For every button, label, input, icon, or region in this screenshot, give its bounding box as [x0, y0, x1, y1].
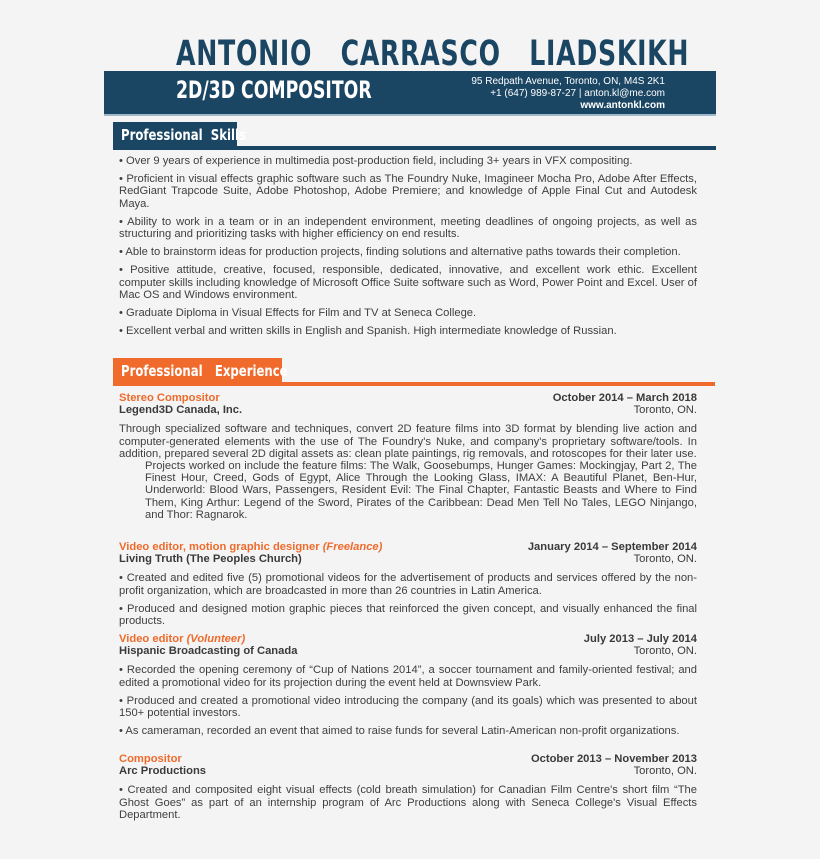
- job-description: Through specialized software and techniques, convert 2D feature films into 3D format by blending live action and computer-generated elements with the use of The Foundry's Nuke, and company's proprietary software/tools. In addition, prepared several 2D digital assets as: clean plate paintings, rig removals, and rotoscopes for their later use.: [119, 423, 697, 460]
- skill-item: • Graduate Diploma in Visual Effects for Film and TV at Seneca College.: [119, 307, 477, 320]
- job-bullet: • Recorded the opening ceremony of “Cup of Nations 2014”, a soccer tournament and family-oriented festival; and edited a promotional video for its projection during the event held at Downsview Park.: [119, 664, 697, 689]
- skill-item: • Excellent verbal and written skills in English and Spanish. High intermediate knowledge of Russian.: [119, 325, 617, 338]
- job-dates: July 2013 – July 2014: [583, 633, 697, 645]
- job-title: Video editor (Volunteer): [119, 633, 246, 645]
- job-company: Legend3D Canada, Inc.: [119, 404, 243, 417]
- header-band: [104, 71, 716, 116]
- job-entry: [119, 633, 697, 743]
- job-title: Stereo Compositor: [119, 392, 220, 404]
- job-title: Compositor: [119, 753, 182, 765]
- website-link[interactable]: www.antonkl.com: [580, 100, 665, 111]
- section-tab: Professional Skills: [113, 122, 237, 149]
- job-bullet: • Produced and designed motion graphic pieces that reinforced the given concept, and visually enhanced the final products.: [119, 602, 697, 628]
- skills-list: [119, 155, 697, 343]
- job-dates: October 2014 – March 2018: [552, 392, 697, 404]
- job-company: Hispanic Broadcasting of Canada: [119, 645, 298, 658]
- job-role-title: 2D/3D COMPOSITOR: [176, 76, 372, 104]
- job-location: Toronto, ON.: [633, 553, 697, 566]
- contact-block: [471, 76, 665, 112]
- job-entry: [119, 392, 697, 527]
- phone-email: +1 (647) 989-87-27 | anton.kl@me.com: [490, 88, 665, 99]
- skill-item: • Ability to work in a team or in an independent environment, meeting deadlines of ongoing projects, as well as structuring and prioritizing tasks with higher efficiency on end results.: [119, 215, 697, 241]
- skill-item: • Over 9 years of experience in multimedia post-production field, including 3+ years in VFX compositing.: [119, 155, 633, 167]
- job-bullet: • Produced and created a promotional video introducing the company (and its goals) which was presented to about 150+ potential investors.: [119, 694, 697, 720]
- job-company: Living Truth (The Peoples Church): [119, 553, 302, 566]
- job-dates: January 2014 – September 2014: [527, 541, 697, 553]
- job-entry: [119, 541, 697, 633]
- skill-item: • Proficient in visual effects graphic software such as The Foundry Nuke, Imagineer Mocha Pro, Adobe After Effects, RedGiant Trapcode Suite, Adobe Photoshop, Adobe Premiere; and knowledge of Apple Final Cut and Autodesk Maya.: [119, 173, 697, 210]
- job-location: Toronto, ON.: [633, 404, 697, 417]
- candidate-name: ANTONIO CARRASCO LIADSKIKH: [176, 34, 690, 74]
- job-location: Toronto, ON.: [633, 765, 697, 778]
- job-bullet: • Created and edited five (5) promotional videos for the advertisement of products and services offered by the non-profit organization, which are broadcasted in more than 26 countries in Latin America.: [119, 572, 697, 597]
- job-entry: [119, 753, 697, 827]
- job-title: Video editor, motion graphic designer (Freelance): [119, 541, 383, 553]
- job-bullet: • As cameraman, recorded an event that aimed to raise funds for several Latin-American non-profit organizations.: [119, 725, 680, 738]
- job-company: Arc Productions: [119, 765, 207, 778]
- skill-item: • Able to brainstorm ideas for production projects, finding solutions and alternative paths towards their completion.: [119, 246, 681, 259]
- job-location: Toronto, ON.: [633, 645, 697, 658]
- job-bullet: • Created and composited eight visual effects (cold breath simulation) for Canadian Film Centre's short film “The Ghost Goes” as part of an internship program of Arc Productions along with Seneca College's Visual Effects Department.: [119, 784, 697, 821]
- address: 95 Redpath Avenue, Toronto, ON, M4S 2K1: [471, 76, 665, 87]
- job-dates: October 2013 – November 2013: [530, 753, 697, 765]
- section-tab: Professional Experience: [113, 358, 282, 385]
- skill-item: • Positive attitude, creative, focused, responsible, dedicated, innovative, and excellent work ethic. Excellent computer skills including knowledge of Microsoft Office Suite software such as Word, Power Point and Excel. User of Mac OS and Windows environment.: [119, 264, 697, 301]
- job-projects: Projects worked on include the feature films: The Walk, Goosebumps, Hunger Games: Mockingjay, Part 2, The Finest Hour, Creed, Gods of Egypt, Alice Through the Looking Glass, IMAX: A Beautiful Planet, Ben-Hur, Underworld: Blood Wars, Passengers, Resident Evil: The Final Chapter, Fantastic Beasts and Where to Find Them, King Arthur: Legend of the Sword, Pirates of the Caribbean: Dead Men Tell No Tales, LEGO Ninjango, and Thor: Ragnarok.: [145, 460, 697, 521]
